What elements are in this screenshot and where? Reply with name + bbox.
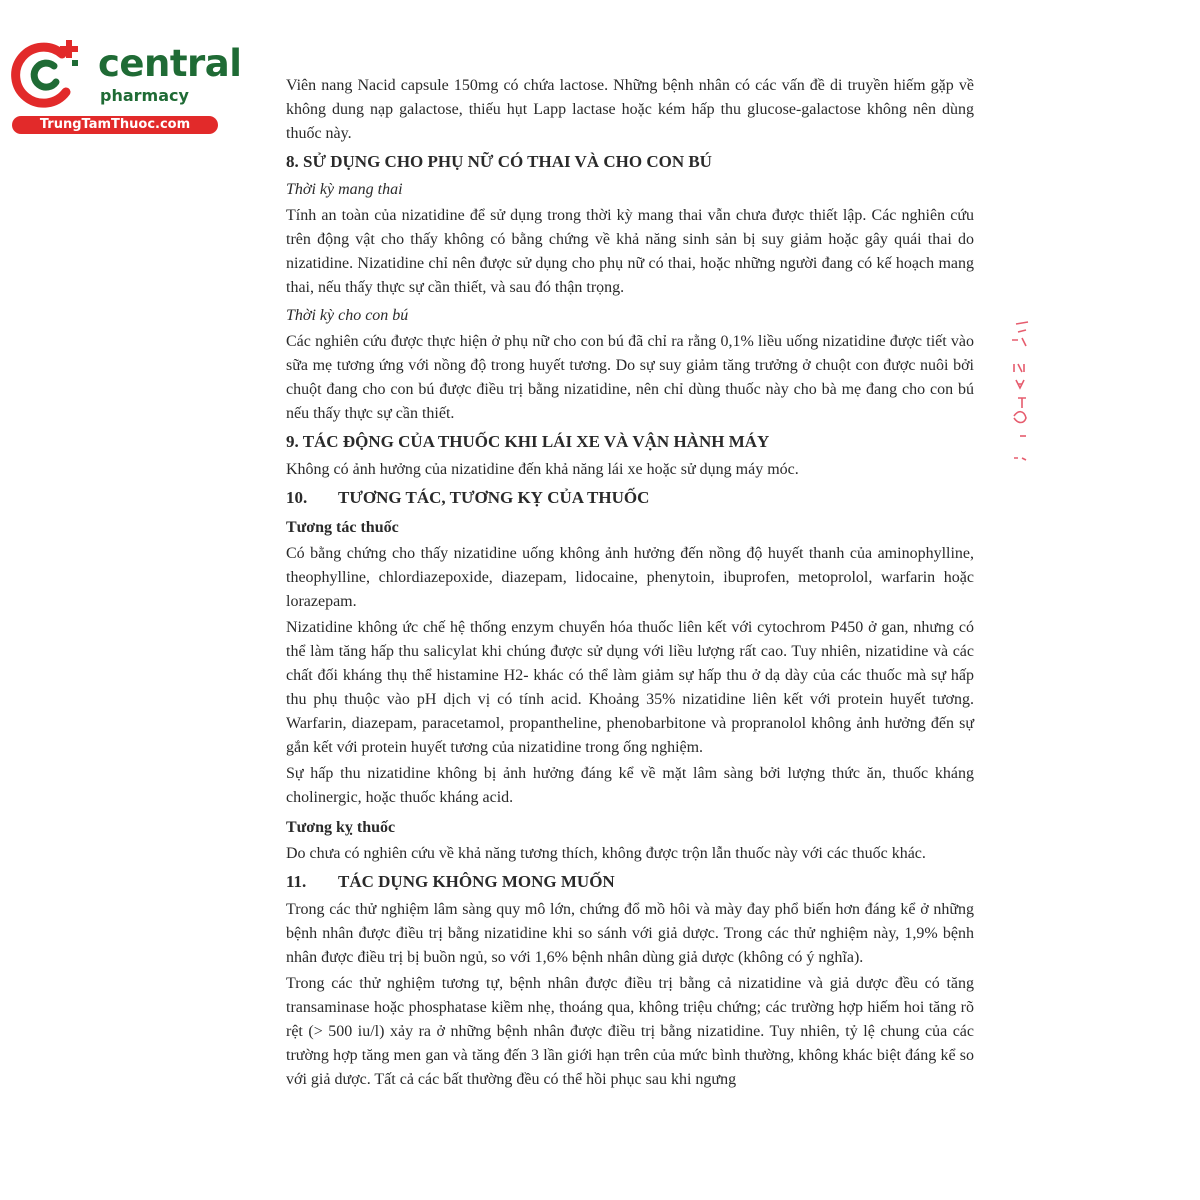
adverse-paragraph-1: Trong các thử nghiệm lâm sàng quy mô lớn, chứng đổ mồ hôi và mày đay phổ biến hơn đáng kể ở những bệnh nhân được điều trị bằng nizatidine khi so sánh với giả dược. Trong các thử nghiệm này, 1,9% bệnh nhân được điều trị bị buồn ngủ, so với 1,6% bệnh nhân dùng giả dược (không có ý nghĩa). <box>286 901 974 966</box>
incompatibility-subheading: Tương kỵ thuốc <box>286 819 396 836</box>
interaction-subheading: Tương tác thuốc <box>286 519 399 536</box>
section-8-heading: 8. SỬ DỤNG CHO PHỤ NỮ CÓ THAI VÀ CHO CON BÚ <box>286 152 712 171</box>
pharmacy-logo-icon <box>10 38 90 110</box>
lactation-paragraph: Các nghiên cứu được thực hiện ở phụ nữ cho con bú đã chỉ ra rằng 0,1% liều uống nizatidine được tiết vào sữa mẹ tương ứng với nồng độ trong huyết tương. Do sự suy giảm tăng trưởng ở chuột con được nuôi bởi chuột đang cho con bú được điều trị bằng nizatidine, nên chỉ dùng thuốc này cho bà mẹ đang cho con bú nếu thấy thực sự cần thiết. <box>286 333 974 422</box>
stamp-fragment-icon <box>1004 318 1034 478</box>
brand-subtitle: pharmacy <box>100 86 189 105</box>
brand-website: TrungTamThuoc.com <box>12 116 218 134</box>
section-11-heading <box>286 870 974 894</box>
interaction-paragraph-2: Nizatidine không ức chế hệ thống enzym chuyển hóa thuốc liên kết với cytochrom P450 ở gan, nhưng có thể làm tăng hấp thu salicylat khi chúng được sử dụng với liều lượng rất cao. Tuy nhiên, nizatidine và các chất đối kháng thụ thể histamine H2- khác có thể làm giảm sự hấp thu ở dạ dày của các thuốc mà sự hấp thu phụ thuộc vào pH dịch vị có tính acid. Khoảng 35% nizatidine liên kết với protein huyết tương. Warfarin, diazepam, paracetamol, propantheline, phenobarbitone và propranolol không ảnh hưởng đến sự gắn kết với protein huyết tương của nizatidine trong ống nghiệm. <box>286 619 974 756</box>
document-body <box>286 74 974 1094</box>
interaction-paragraph-3: Sự hấp thu nizatidine không bị ảnh hưởng đáng kể về mặt lâm sàng bởi lượng thức ăn, thuốc kháng cholinergic, hoặc thuốc kháng acid. <box>286 765 974 806</box>
section-11-number: 11. <box>286 872 307 891</box>
interaction-paragraph-1: Có bằng chứng cho thấy nizatidine uống không ảnh hưởng đến nồng độ huyết thanh của aminophylline, theophylline, chlordiazepoxide, diazepam, lidocaine, phenytoin, ibuprofen, metoprolol, warfarin hoặc lorazepam. <box>286 545 974 610</box>
driving-paragraph: Không có ảnh hưởng của nizatidine đến khả năng lái xe hoặc sử dụng máy móc. <box>286 461 799 478</box>
section-10-number: 10. <box>286 488 308 507</box>
lactation-subheading: Thời kỳ cho con bú <box>286 307 409 324</box>
brand-logo <box>10 38 242 138</box>
section-10-heading <box>286 486 974 510</box>
incompatibility-paragraph: Do chưa có nghiên cứu về khả năng tương thích, không được trộn lẫn thuốc này với các thuốc khác. <box>286 845 926 862</box>
adverse-paragraph-2: Trong các thử nghiệm tương tự, bệnh nhân được điều trị bằng cả nizatidine và giả dược đều có tăng transaminase hoặc phosphatase kiềm nhẹ, thoáng qua, không triệu chứng; các trường hợp hiếm hoi tăng rõ rệt (> 500 iu/l) xảy ra ở những bệnh nhân được điều trị bằng nizatidine. Tuy nhiên, tỷ lệ chung của các trường hợp tăng men gan và tăng đến 3 lần giới hạn trên của mức bình thường, không khác biệt đáng kể so với giả dược. Tất cả các bất thường đều có thể hồi phục sau khi ngưng <box>286 975 974 1088</box>
section-9-heading: 9. TÁC ĐỘNG CỦA THUỐC KHI LÁI XE VÀ VẬN HÀNH MÁY <box>286 432 770 451</box>
intro-paragraph: Viên nang Nacid capsule 150mg có chứa lactose. Những bệnh nhân có các vấn đề di truyền hiếm gặp về không dung nạp galactose, thiếu hụt Lapp lactase hoặc kém hấp thu glucose-galactose không nên dùng thuốc này. <box>286 77 974 142</box>
brand-name: central <box>98 42 242 85</box>
pregnancy-paragraph: Tính an toàn của nizatidine để sử dụng trong thời kỳ mang thai vẫn chưa được thiết lập. Các nghiên cứu trên động vật cho thấy không có bằng chứng về khả năng sinh sản bị suy giảm hoặc gây quái thai do nizatidine. Nizatidine chỉ nên được sử dụng cho phụ nữ có thai, hoặc những người đang có kế hoạch mang thai, nếu thấy thực sự cần thiết, và sau đó thận trọng. <box>286 207 974 296</box>
section-11-title: TÁC DỤNG KHÔNG MONG MUỐN <box>338 872 615 891</box>
pregnancy-subheading: Thời kỳ mang thai <box>286 181 403 198</box>
section-10-title: TƯƠNG TÁC, TƯƠNG KỴ CỦA THUỐC <box>338 488 650 507</box>
